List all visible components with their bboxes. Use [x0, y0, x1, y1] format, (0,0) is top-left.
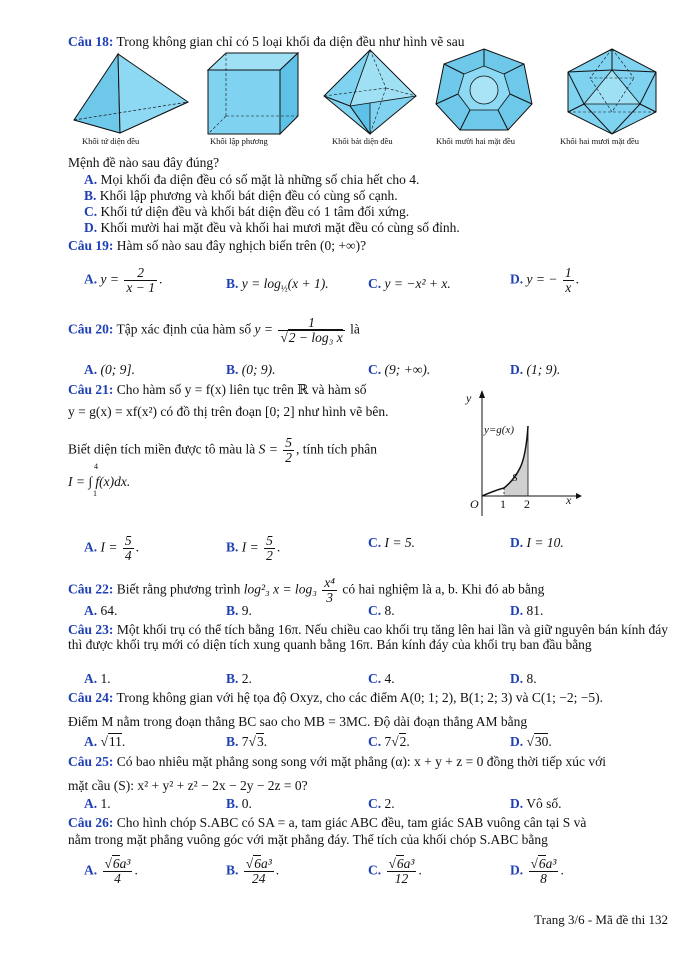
icosahedron-figure: [560, 46, 664, 136]
q25-label: Câu 25:: [68, 754, 114, 769]
q20-option-a[interactable]: A. (0; 9].: [84, 362, 135, 377]
q18-option-a[interactable]: A. Mọi khối đa diện đều có số mặt là những số chia hết cho 4.: [84, 172, 420, 187]
q20-option-b[interactable]: B. (0; 9).: [226, 362, 276, 377]
q26-option-a[interactable]: A. $\frac{\text{√6a³}}{4}$ .: [84, 856, 138, 886]
q22-option-d[interactable]: D. 81.: [510, 603, 544, 618]
q26-line2: nằm trong mặt phẳng vuông góc với mặt phẳng đáy. Thể tích của khối chóp S.ABC bằng: [68, 832, 548, 847]
q23-option-a[interactable]: A. 1.: [84, 671, 111, 686]
q19-stem: [68, 238, 366, 254]
q22-stem: Câu 22: Biết rằng phương trình log²₃ x = log₃ $\frac{\text{x⁴}}{3}$ có hai nghiệm là a, b. Khi đó ab bằng: [68, 575, 545, 605]
octahedron-figure: [320, 48, 420, 136]
q19-option-d[interactable]: D. y = − $\frac{1}{x}$ .: [510, 265, 579, 295]
q19-label: Câu 19:: [68, 238, 114, 253]
q18-option-d[interactable]: D. Khối mười hai mặt đều và khối hai mươi mặt đều có cùng số đỉnh.: [84, 220, 460, 235]
q19-option-b[interactable]: B. $y = \log_{\frac{1}{2}}(x + 1)$.: [226, 276, 329, 294]
caption-dodecahedron: Khối mười hai mặt đều: [436, 136, 515, 146]
q24-option-a[interactable]: A. √11.: [84, 734, 126, 749]
q21-label: Câu 21:: [68, 382, 114, 397]
q21-line3: Biết diện tích miền được tô màu là S = $\frac{5}{2}$ , tính tích phân: [68, 435, 378, 465]
q18-option-b[interactable]: B. Khối lập phương và khối bát diện đều có cùng số cạnh.: [84, 188, 398, 203]
q24-option-d[interactable]: D. √30.: [510, 734, 552, 749]
q24-line2: Điểm M nằm trong đoạn thẳng BC sao cho MB = 3MC. Độ dài đoạn thẳng AM bằng: [68, 714, 528, 729]
q22-option-c[interactable]: C. 8.: [368, 603, 395, 618]
q24-label: Câu 24:: [68, 690, 114, 705]
graph-x-label: x: [566, 493, 572, 507]
q25-line1: Câu 25: Có bao nhiêu mặt phẳng song song với mặt phẳng (α): x + y + z = 0 đồng thời tiếp xúc với: [68, 754, 607, 769]
q20-label: Câu 20:: [68, 321, 114, 337]
q26-option-d[interactable]: D. $\frac{\text{√6a³}}{8}$ .: [510, 856, 564, 886]
q25-option-d[interactable]: D. Vô số.: [510, 796, 562, 811]
q24-option-b[interactable]: B. 7√3.: [226, 734, 268, 749]
q18-option-c[interactable]: C. Khối tứ diện đều và khối bát diện đều có 1 tâm đối xứng.: [84, 204, 410, 219]
q21-int-lower: 1: [93, 489, 97, 498]
q20-stem: Câu 20: Tập xác định của hàm số y = $\frac{1}{\text{√2 − log₃ x}}$ là: [68, 315, 360, 345]
q21-line1: Câu 21: Cho hàm số y = f(x) liên tục trên ℝ và hàm số: [68, 382, 367, 397]
graph-origin: O: [470, 497, 479, 511]
q18-label: Câu 18:: [68, 34, 114, 49]
q25-line2: mặt cầu (S): x² + y² + z² − 2x − 2y − 2z = 0?: [68, 778, 308, 793]
caption-icosahedron: Khối hai mươi mặt đều: [560, 136, 639, 146]
q19-text: Hàm số nào sau đây nghịch biến trên (0; +∞)?: [116, 238, 367, 253]
graph-y-label: y: [466, 391, 472, 405]
q23-option-d[interactable]: D. 8.: [510, 671, 537, 686]
graph-area-label: S: [512, 472, 518, 484]
dodecahedron-figure: [432, 46, 536, 136]
q19-option-a[interactable]: A. y = $\frac{2}{x - 1}$ .: [84, 265, 163, 295]
q21-option-d[interactable]: D. I = 10.: [510, 535, 564, 550]
q23-option-c[interactable]: C. 4.: [368, 671, 395, 686]
q25-option-c[interactable]: C. 2.: [368, 796, 395, 811]
graph-curve-label: y=g(x): [484, 424, 515, 436]
q21-int-upper: 4: [94, 462, 98, 471]
q21-option-b[interactable]: B. I = $\frac{5}{2}$ .: [226, 533, 281, 563]
q23-label: Câu 23:: [68, 622, 114, 637]
graph-tick-2: 2: [524, 497, 530, 511]
q25-option-a[interactable]: A. 1.: [84, 796, 111, 811]
q22-option-a[interactable]: A. 64.: [84, 603, 118, 618]
q23-option-b[interactable]: B. 2.: [226, 671, 252, 686]
q22-option-b[interactable]: B. 9.: [226, 603, 252, 618]
tetrahedron-figure: [68, 50, 194, 136]
q26-label: Câu 26:: [68, 815, 114, 830]
q18-text: Trong không gian chỉ có 5 loại khối đa diện đều như hình vẽ sau: [116, 34, 465, 49]
graph-tick-1: 1: [500, 497, 506, 511]
q21-line2: y = g(x) = xf(x²) có đồ thị trên đoạn [0; 2] như hình vẽ bên.: [68, 404, 389, 419]
q26-option-b[interactable]: B. $\frac{\text{√6a³}}{24}$ .: [226, 856, 280, 886]
q23-stem: Câu 23: Một khối trụ có thể tích bằng 16π. Nếu chiều cao khối trụ tăng lên hai lần và giữ nguyên bán kính đáy thì được khối trụ mới có diện tích xung quanh bằng 16π. Bán kính đáy của khối trụ ban đầu bằng: [68, 622, 668, 652]
q24-line1: Câu 24: Trong không gian với hệ tọa độ Oxyz, cho các điểm A(0; 1; 2), B(1; 2; 3) và C(1; −2; −5).: [68, 690, 603, 705]
q19-option-c[interactable]: C. y = −x² + x.: [368, 276, 451, 291]
q18-prompt: Mệnh đề nào sau đây đúng?: [68, 155, 220, 170]
q24-option-c[interactable]: C. 7√2.: [368, 734, 410, 749]
caption-octahedron: Khối bát diện đều: [332, 136, 393, 146]
q20-option-c[interactable]: C. (9; +∞).: [368, 362, 431, 377]
q21-integral: I = ∫ f(x)dx.: [68, 474, 131, 489]
q26-line1: Câu 26: Cho hình chóp S.ABC có SA = a, tam giác ABC đều, tam giác SAB vuông cân tại S và: [68, 815, 587, 830]
q20-option-d[interactable]: D. (1; 9).: [510, 362, 561, 377]
caption-tetrahedron: Khối tứ diện đều: [82, 136, 140, 146]
q26-option-c[interactable]: C. $\frac{\text{√6a³}}{12}$ .: [368, 856, 422, 886]
q21-option-c[interactable]: C. I = 5.: [368, 535, 415, 550]
q25-option-b[interactable]: B. 0.: [226, 796, 252, 811]
cube-figure: [202, 50, 302, 136]
q22-label: Câu 22:: [68, 581, 114, 597]
caption-cube: Khối lập phương: [210, 136, 268, 146]
page-footer: Trang 3/6 - Mã đề thi 132: [534, 912, 668, 927]
q21-option-a[interactable]: A. I = $\frac{5}{4}$ .: [84, 533, 139, 563]
